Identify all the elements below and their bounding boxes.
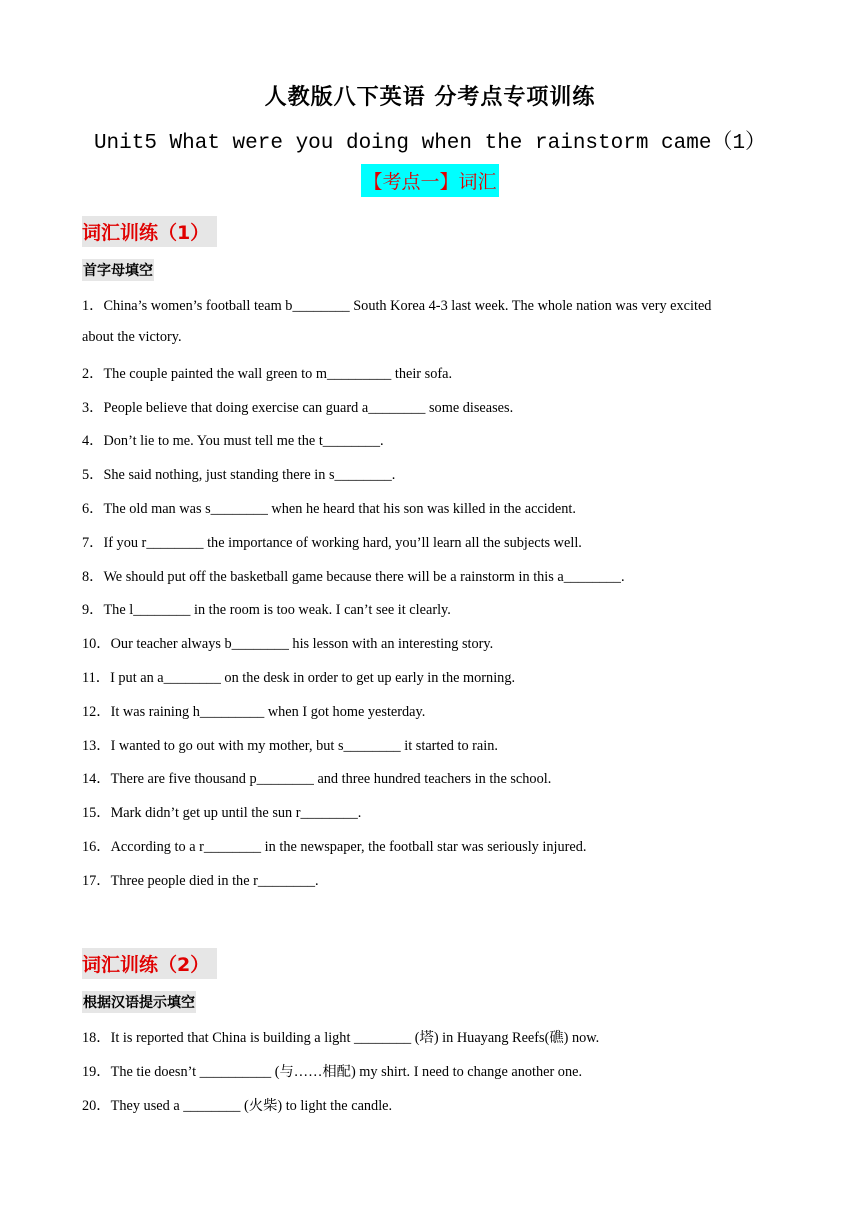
question-19: 19．The tie doesn’t __________ (与……相配) my shirt. I need to change another one. — [82, 1064, 583, 1080]
question-16: 16．According to a r________ in the newspaper, the football star was seriously injured. — [82, 839, 587, 855]
question-9: 9．The l________ in the room is too weak. I can’t see it clearly. — [82, 602, 451, 618]
question-6: 6．The old man was s________ when he heard that his son was killed in the accident. — [82, 501, 576, 517]
question-8: 8．We should put off the basketball game because there will be a rainstorm in this a________. — [82, 569, 625, 585]
question-20: 20．They used a ________ (火柴) to light the candle. — [82, 1098, 393, 1114]
question-2: 2．The couple painted the wall green to m_________ their sofa. — [82, 366, 453, 382]
question-1: 1．China’s women’s football team b________ South Korea 4-3 last week. The whole nation was very excited — [82, 298, 712, 314]
question-11: 11．I put an a________ on the desk in order to get up early in the morning. — [82, 670, 516, 686]
question-15: 15．Mark didn’t get up until the sun r________. — [82, 805, 362, 821]
question-12: 12．It was raining h_________ when I got home yesterday. — [82, 704, 426, 720]
question-17: 17．Three people died in the r________. — [82, 873, 319, 889]
section-2-instruction: 根据汉语提示填空 — [82, 991, 196, 1013]
point-heading — [0, 164, 860, 197]
question-1-continuation: about the victory. — [82, 329, 182, 345]
unit-subtitle: Unit5 What were you doing when the rainstorm came（1） — [93, 132, 767, 155]
section-2-title: 词汇训练（2） — [82, 948, 217, 979]
question-3: 3．People believe that doing exercise can guard a________ some diseases. — [82, 400, 514, 416]
question-14: 14．There are five thousand p________ and three hundred teachers in the school. — [82, 771, 552, 787]
question-13: 13．I wanted to go out with my mother, but s________ it started to rain. — [82, 738, 498, 754]
question-5: 5．She said nothing, just standing there in s________. — [82, 467, 396, 483]
question-18: 18．It is reported that China is building a light ________ (塔) in Huayang Reefs(礁) now. — [82, 1030, 600, 1046]
question-7: 7．If you r________ the importance of working hard, you’ll learn all the subjects well. — [82, 535, 582, 551]
question-4: 4．Don’t lie to me. You must tell me the t________. — [82, 433, 384, 449]
point-label: 【考点一】词汇 — [361, 164, 498, 197]
question-10: 10．Our teacher always b________ his lesson with an interesting story. — [82, 636, 494, 652]
document-title: 人教版八下英语 分考点专项训练 — [264, 84, 596, 110]
section-1-title: 词汇训练（1） — [82, 216, 217, 247]
section-1-instruction: 首字母填空 — [82, 259, 154, 281]
